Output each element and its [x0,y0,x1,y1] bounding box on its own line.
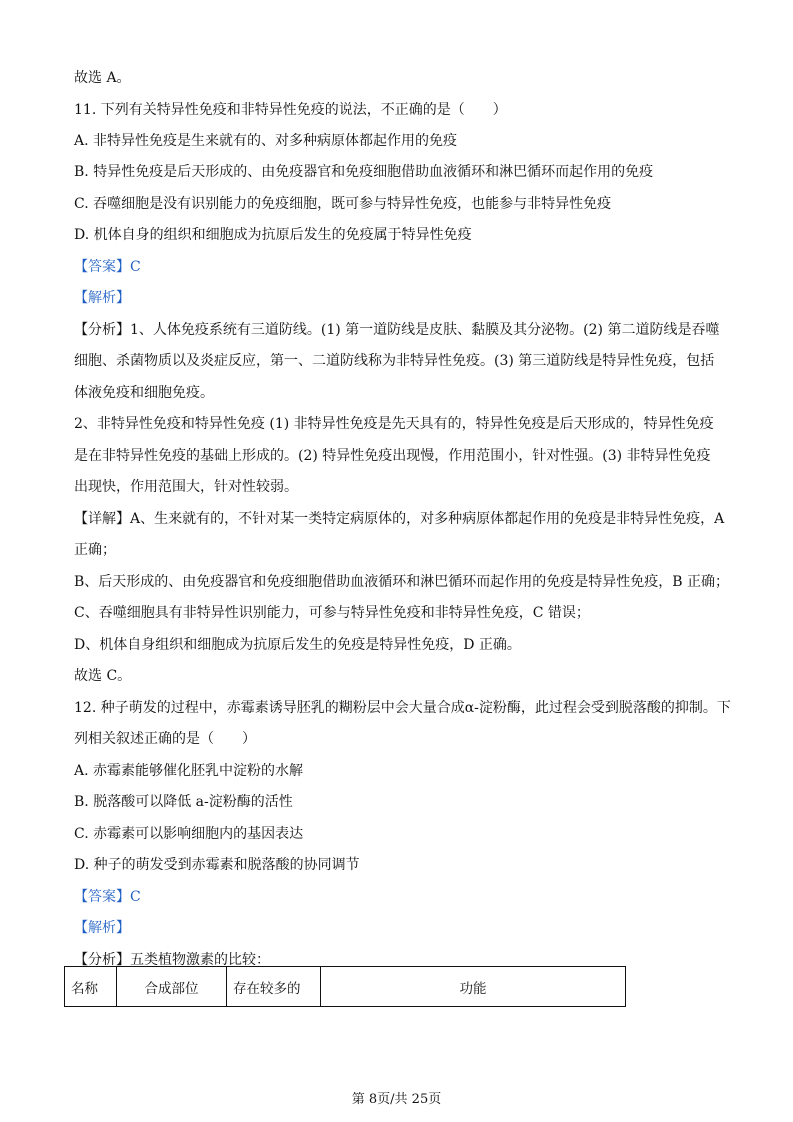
table-header-cell: 合成部位 [117,967,227,1007]
table-header-cell: 名称 [65,967,117,1007]
text-line: D、机体自身组织和细胞成为抗原后发生的免疫是特异性免疫，D 正确。 [74,637,521,653]
answer-label: 【答案】C [74,259,141,275]
question-12-stem-cont: 列相关叙述正确的是（ ） [74,731,256,747]
text-line: 正确； [74,542,116,558]
option-c: C. 吞噬细胞是没有识别能力的免疫细胞，既可参与特异性免疫，也能参与非特异性免疫 [74,196,612,212]
analysis-label: 【解析】 [74,920,130,936]
analysis-label: 【解析】 [74,290,130,306]
text-line: C、吞噬细胞具有非特异性识别能力，可参与特异性免疫和非特异性免疫，C 错误； [74,605,590,621]
question-11-stem: 11. 下列有关特异性免疫和非特异性免疫的说法，不正确的是（ ） [74,102,507,118]
text-line: 细胞、杀菌物质以及炎症反应，第一、二道防线称为非特异性免疫。(3) 第三道防线是特异性免疫，包括 [74,353,715,369]
page-footer: 第 8页/共 25页 [351,1092,442,1107]
text-line: 出现快，作用范围大，针对性较弱。 [74,479,298,495]
answer-label: 【答案】C [74,889,141,905]
option-b: B. 脱落酸可以降低 a-淀粉酶的活性 [74,794,293,810]
text-line: 2、非特异性免疫和特异性免疫 (1) 非特异性免疫是先天具有的，特异性免疫是后天形成的，特异性免疫 [74,416,714,432]
text-line: 故选 C。 [74,668,132,684]
option-d: D. 机体自身的组织和细胞成为抗原后发生的免疫属于特异性免疫 [74,227,472,243]
text-line: 【分析】1、人体免疫系统有三道防线。(1) 第一道防线是皮肤、黏膜及其分泌物。(2) 第二道防线是吞噬 [74,322,720,338]
table-header-row [65,967,626,1007]
option-d: D. 种子的萌发受到赤霉素和脱落酸的协同调节 [74,857,360,873]
option-c: C. 赤霉素可以影响细胞内的基因表达 [74,826,304,842]
option-a: A. 非特异性免疫是生来就有的、对多种病原体都起作用的免疫 [74,133,458,149]
text-line: B、后天形成的、由免疫器官和免疫细胞借助血液循环和淋巴循环而起作用的免疫是特异性免疫，B 正确； [74,574,730,590]
text-line: 【详解】A、生来就有的，不针对某一类特定病原体的，对多种病原体都起作用的免疫是非特异性免疫，A [74,511,725,527]
question-12-stem: 12. 种子萌发的过程中，赤霉素诱导胚乳的糊粉层中会大量合成α-淀粉酶，此过程会受到脱落酸的抑制。下 [74,700,731,716]
table-header-cell: 存在较多的 [227,967,321,1007]
text-line: 是在非特异性免疫的基础上形成的。(2) 特异性免疫出现慢，作用范围小，针对性强。(3) 非特异性免疫 [74,448,711,464]
option-a: A. 赤霉素能够催化胚乳中淀粉的水解 [74,763,304,779]
hormone-comparison-table [64,966,626,1007]
text-line: 体液免疫和细胞免疫。 [74,385,214,401]
option-b: B. 特异性免疫是后天形成的、由免疫器官和免疫细胞借助血液循环和淋巴循环而起作用的免疫 [74,164,654,180]
text-line: 【分析】五类植物激素的比较： [74,952,270,968]
text-line: 故选 A。 [74,70,131,86]
table-header-cell: 功能 [321,967,626,1007]
